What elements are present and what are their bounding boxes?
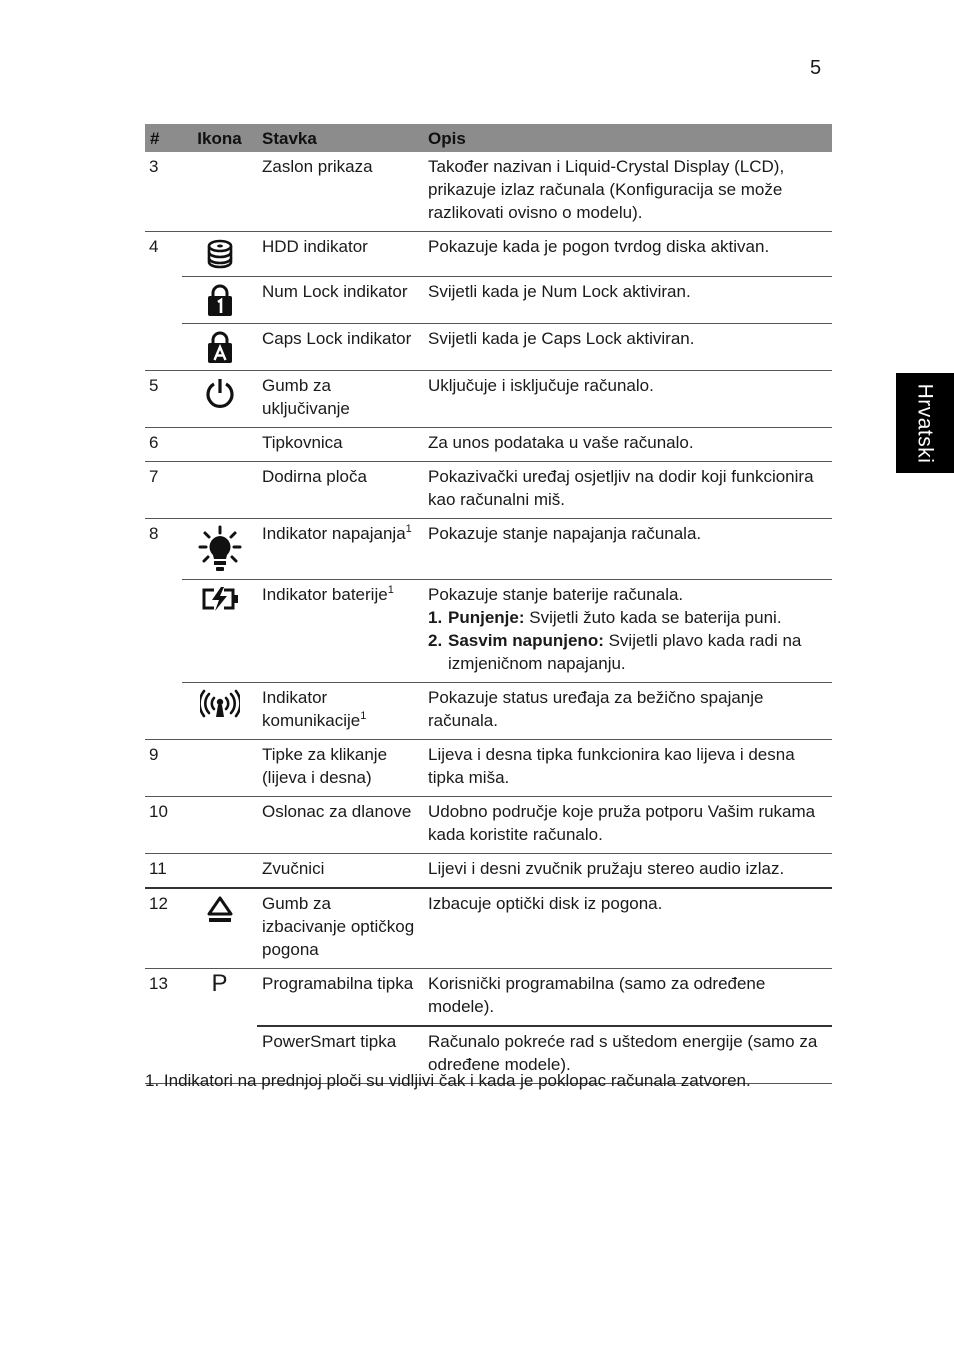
power-icon [204,377,236,409]
table-row [145,888,832,969]
row-num: 10 [145,797,182,854]
row-item: Caps Lock indikator [257,324,423,371]
row-desc: Korisnički programabilna (samo za određene modele). [423,969,832,1027]
table-row [145,232,832,277]
row-desc: Također nazivan i Liquid-Crystal Display (LCD), prikazuje izlaz računala (Konfiguracija se može razlikovati ovisno o modelu). [423,152,832,232]
table-row [145,519,832,580]
table-row [145,277,832,324]
table-row [145,683,832,740]
row-desc: Izbacuje optički disk iz pogona. [423,888,832,969]
table-row [145,324,832,371]
caps-lock-icon [206,330,234,364]
row-item: Indikator baterije [262,585,388,604]
footnote-ref: 1 [360,710,367,722]
row-item: Tipkovnica [257,428,423,462]
row-item: Num Lock indikator [257,277,423,324]
battery-icon [200,586,240,612]
row-desc: Pokazuje kada je pogon tvrdog diska aktivan. [423,232,832,277]
footnote-ref: 1 [387,584,394,596]
row-num: 6 [145,428,182,462]
row-item: Tipke za klikanje (lijeva i desna) [257,740,423,797]
power-indicator-icon [198,525,242,573]
list-item [428,629,827,675]
row-num: 13 [145,969,182,1084]
row-desc: Udobno područje koje pruža potporu Vašim rukama kada koristite računalo. [423,797,832,854]
eject-icon [206,895,234,925]
table-row [145,580,832,683]
num-lock-icon [206,283,234,317]
row-desc: Za unos podataka u vaše računalo. [423,428,832,462]
row-desc: Uključuje i isključuje računalo. [423,371,832,428]
list-label: Punjenje: [448,608,525,627]
side-tab-label: Hrvatski [913,383,937,463]
table-row [145,428,832,462]
list-text: Svijetli plavo kada radi na izmjeničnom napajanju. [448,631,802,673]
list-marker: 2. [428,631,443,650]
list-label: Sasvim napunjeno: [448,631,604,650]
row-item: HDD indikator [257,232,423,277]
row-num: 7 [145,462,182,519]
table-row [145,797,832,854]
table-row [145,152,832,232]
list-item [428,606,827,629]
table-header-row [145,124,832,152]
header-num: # [145,124,182,152]
row-item: Zaslon prikaza [257,152,423,232]
row-item: Indikator komunikacije [262,688,361,730]
page-number: 5 [810,57,822,79]
row-item: Dodirna ploča [257,462,423,519]
row-item: Gumb za uključivanje [257,371,423,428]
row-desc: Svijetli kada je Caps Lock aktiviran. [423,324,832,371]
row-item: Gumb za izbacivanje optičkog pogona [257,888,423,969]
row-desc: Lijeva i desna tipka funkcionira kao lijeva i desna tipka miša. [423,740,832,797]
row-item: Oslonac za dlanove [257,797,423,854]
header-desc: Opis [423,124,832,152]
row-desc: Računalo pokreće rad s uštedom energije (samo za određene modele). [423,1026,832,1084]
row-num: 12 [145,888,182,969]
row-num: 4 [145,232,182,371]
row-desc: Pokazivački uređaj osjetljiv na dodir koji funkcionira kao računalni miš. [423,462,832,519]
battery-status-list [428,606,827,675]
table-row [145,969,832,1027]
language-side-tab [896,373,954,473]
table-row [145,740,832,797]
table-row [145,462,832,519]
row-item: Indikator napajanja [262,524,406,543]
table-row [145,371,832,428]
header-icon: Ikona [182,124,257,152]
row-desc: Pokazuje status uređaja za bežično spajanje računala. [423,683,832,740]
wireless-icon [200,689,240,719]
row-num: 3 [145,152,182,232]
p-key-icon: P [211,970,228,997]
row-item: Zvučnici [257,854,423,889]
hdd-icon [205,238,235,270]
footnote: 1. Indikatori na prednjoj ploči su vidljivi čak i kada je poklopac računala zatvoren. [145,1071,751,1090]
header-item: Stavka [257,124,423,152]
row-item: Programabilna tipka [257,969,423,1027]
row-num: 8 [145,519,182,740]
row-desc: Pokazuje stanje napajanja računala. [423,519,832,580]
row-num: 5 [145,371,182,428]
row-num: 11 [145,854,182,889]
components-table [145,124,832,1084]
list-text: Svijetli žuto kada se baterija puni. [524,608,782,627]
row-desc: Pokazuje stanje baterije računala. [428,585,684,604]
row-desc: Lijevi i desni zvučnik pružaju stereo audio izlaz. [423,854,832,889]
row-num: 9 [145,740,182,797]
row-item: PowerSmart tipka [257,1026,423,1084]
row-desc: Svijetli kada je Num Lock aktiviran. [423,277,832,324]
footnote-ref: 1 [405,523,412,535]
table-row [145,854,832,889]
list-marker: 1. [428,608,443,627]
